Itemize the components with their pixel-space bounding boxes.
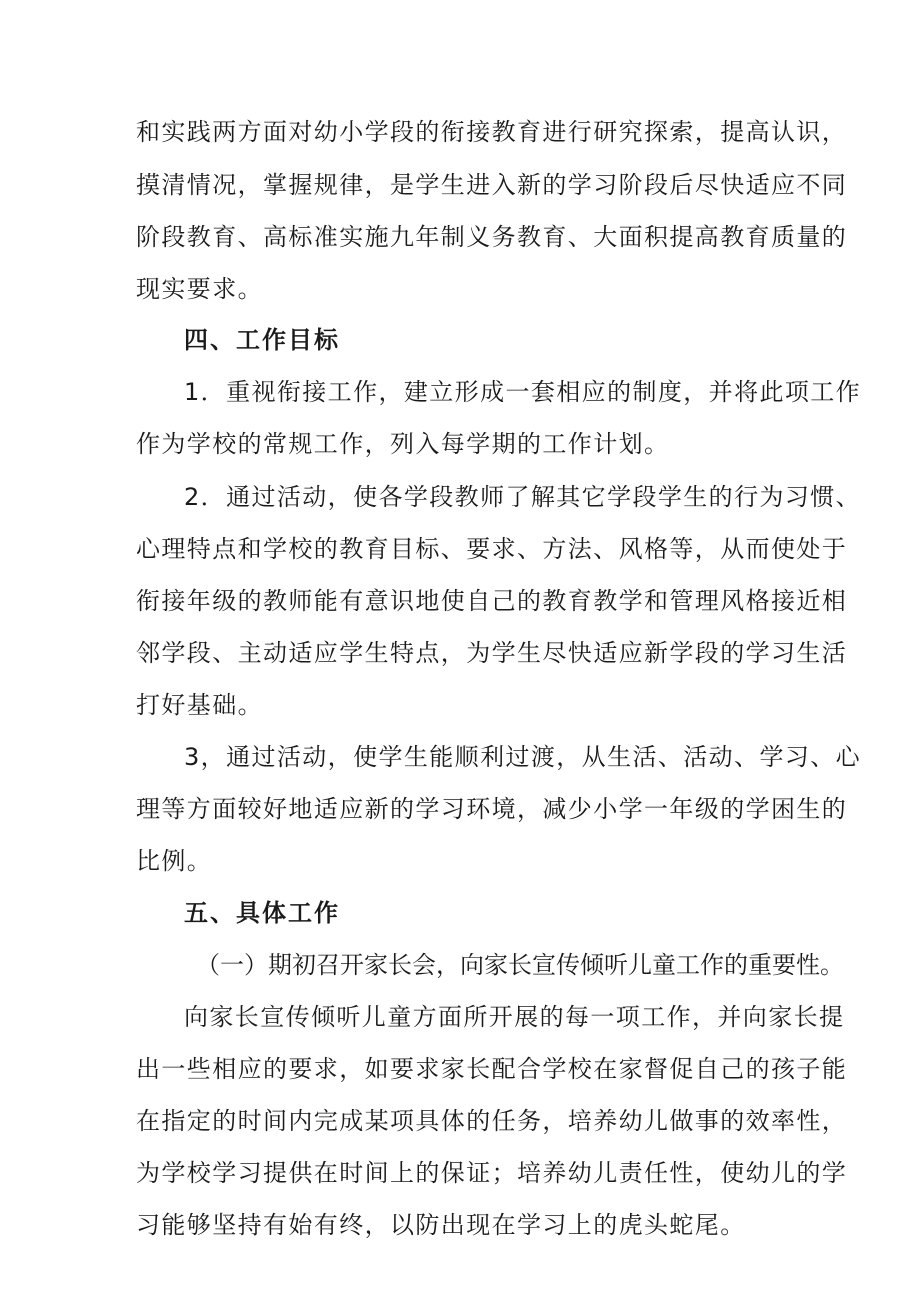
- paragraph-line: 摸清情况，掌握规律，是学生进入新的学习阶段后尽快适应不同: [136, 171, 848, 199]
- paragraph-line: 向家长宣传倾听儿童方面所开展的每一项工作，并向家长提: [184, 1003, 845, 1031]
- paragraph-line: 邻学段、主动适应学生特点，为学生尽快适应新学段的学习生活: [136, 639, 848, 667]
- section-heading-specific-work: 五、具体工作: [184, 899, 340, 927]
- paragraph-line: 出一些相应的要求，如要求家长配合学校在家督促自己的孩子能: [136, 1055, 848, 1083]
- paragraph-line: 打好基础。: [136, 691, 263, 719]
- paragraph-line: 心理特点和学校的教育目标、要求、方法、风格等，从而使处于: [136, 535, 848, 563]
- paragraph-line: 为学校学习提供在时间上的保证；培养幼儿责任性，使幼儿的学: [136, 1159, 848, 1187]
- paragraph-line: 现实要求。: [136, 275, 263, 303]
- subsection-heading: （一）期初召开家长会，向家长宣传倾听儿童工作的重要性。: [196, 951, 844, 979]
- paragraph-line: 1．重视衔接工作，建立形成一套相应的制度，并将此项工作: [184, 378, 862, 406]
- paragraph-line: 衔接年级的教师能有意识地使自己的教育教学和管理风格接近相: [136, 587, 848, 615]
- paragraph-line: 比例。: [136, 847, 213, 875]
- paragraph-line: 习能够坚持有始有终，以防出现在学习上的虎头蛇尾。: [136, 1211, 746, 1239]
- section-heading-work-goals: 四、工作目标: [184, 326, 340, 354]
- paragraph-line: 2．通过活动，使各学段教师了解其它学段学生的行为习惯、: [184, 483, 862, 511]
- paragraph-line: 3，通过活动，使学生能顺利过渡，从生活、活动、学习、心: [184, 743, 862, 771]
- paragraph-line: 阶段教育、高标准实施九年制义务教育、大面积提高教育质量的: [136, 223, 848, 251]
- paragraph-line: 理等方面较好地适应新的学习环境，减少小学一年级的学困生的: [136, 795, 848, 823]
- paragraph-line: 作为学校的常规工作，列入每学期的工作计划。: [136, 430, 670, 458]
- paragraph-line: 和实践两方面对幼小学段的衔接教育进行研究探索，提高认识，: [136, 118, 848, 146]
- paragraph-line: 在指定的时间内完成某项具体的任务，培养幼儿做事的效率性，: [136, 1107, 848, 1135]
